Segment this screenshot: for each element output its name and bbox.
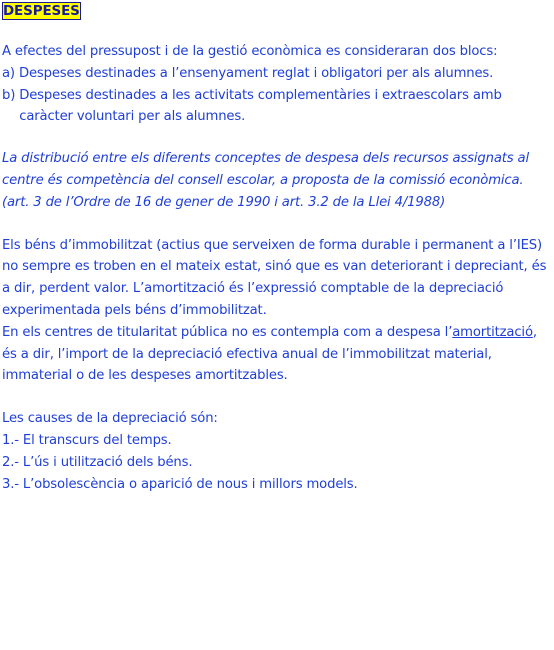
list-item-text: Despeses destinades a les activitats complementàries i extraescolars amb caràcter voluntari per als alumnes. bbox=[19, 87, 502, 125]
page-title: DESPESES bbox=[3, 3, 80, 19]
immobilitzat-paragraph: Els béns d’immobilitzat (actius que serveixen de forma durable i permanent a l’IES) no sempre es troben en el mateix estat, sinó que es van deteriorant i depreciant, és a dir, perdent valor. L’amortització és l’expressió comptable de la depreciació experimentada pels béns d’immobilitzat. bbox=[2, 237, 547, 318]
cause-item: 3.- L’obsolescència o aparició de nous i millors models. bbox=[2, 476, 358, 492]
public-centres-text-before: En els centres de titularitat pública no es contempla com a despesa l’ bbox=[2, 324, 453, 340]
list-item bbox=[2, 63, 552, 85]
intro-paragraph: A efectes del pressupost i de la gestió econòmica es consideraran dos blocs: bbox=[2, 44, 498, 59]
list-marker: b) bbox=[2, 87, 16, 103]
list-item-text: Despeses destinades a l’ensenyament reglat i obligatori per als alumnes. bbox=[18, 65, 494, 81]
cause-item: 2.- L’ús i utilització dels béns. bbox=[2, 454, 193, 470]
distribution-note: La distribució entre els diferents conceptes de despesa dels recursos assignats al centre és competència del consell escolar, a proposta de la comissió econòmica. (art. 3 de l’Ordre de 16 de gener de 1990 i art. 3.2 de la Llei 4/1988) bbox=[2, 151, 529, 210]
public-centres-paragraph bbox=[2, 322, 552, 387]
cause-item: 1.- El transcurs del temps. bbox=[2, 432, 172, 448]
blocks-list bbox=[2, 63, 552, 128]
list-marker: a) bbox=[2, 65, 15, 81]
list-item bbox=[2, 85, 552, 129]
public-centres-text-after: , és a dir, l’import de la depreciació efectiva anual de l’immobilitzat material, immaterial o de les despeses amortitzables. bbox=[2, 324, 537, 384]
title-wrap bbox=[2, 1, 552, 23]
amortitzacio-link[interactable]: amortització bbox=[452, 324, 533, 340]
causes-heading: Les causes de la depreciació són: bbox=[2, 411, 218, 427]
